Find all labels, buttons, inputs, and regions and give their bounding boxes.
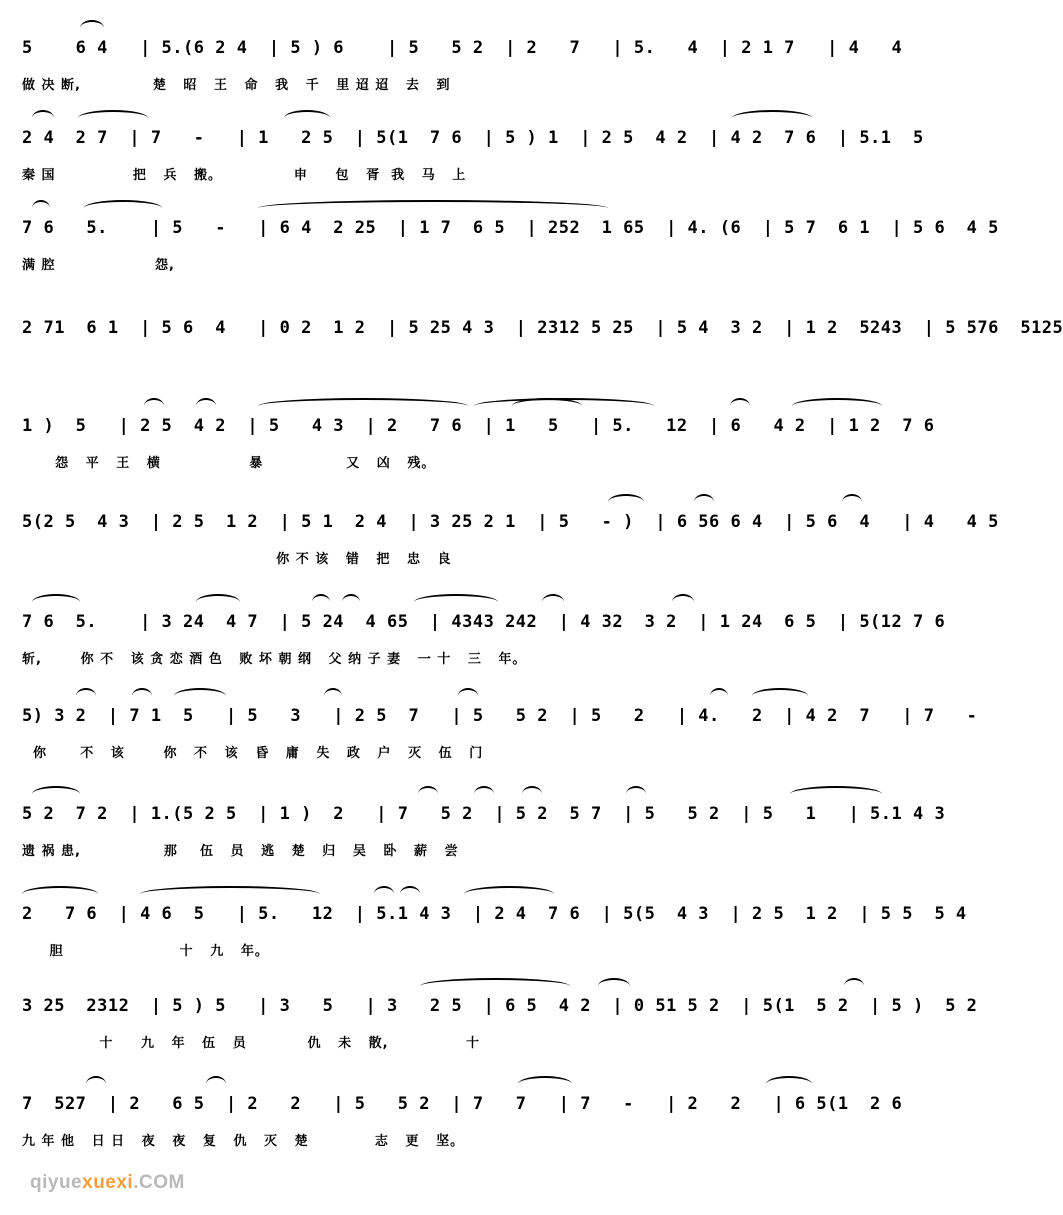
jianpu-notes: 2 71 6 1 | 5 6 4 | 0 2 1 2 | 5 25 4 3 | 2312 5 25 | 5 4 3 2 | 1 2 5243 | 5 576 5125 [22,318,1063,338]
staff-system-2 [22,110,924,190]
staff-system-6 [22,494,999,574]
lyrics-line: 遗 祸 患, 那 伍 员 逃 楚 归 吴 卧 薪 尝 [22,844,459,859]
lyrics-line: 怨 平 王 横 暴 又 凶 残。 [22,456,436,471]
staff-system-4 [22,300,1063,380]
lyrics-line: 斩, 你 不 该 贪 恋 酒 色 败 坏 朝 纲 父 纳 子 妻 一 十 三 年。 [22,652,527,667]
lyrics-line: 秦 国 把 兵 搬。 申 包 胥 我 马 上 [22,168,467,183]
staff-system-11 [22,978,978,1058]
staff-system-5 [22,398,935,478]
lyrics-line: 胆 十 九 年。 [22,944,269,959]
jianpu-notes: 5 6 4 | 5.(6 2 4 | 5 ) 6 | 5 5 2 | 2 7 | 5. 4 | 2 1 7 | 4 4 [22,38,903,58]
lyrics-line: 满 腔 怨, [22,258,175,273]
staff-system-3 [22,200,999,280]
lyrics-line [22,354,882,378]
lyrics-line: 九 年 他 日 日 夜 夜 复 仇 灭 楚 志 更 坚。 [22,1134,465,1149]
lyrics-line: 你 不 该 错 把 忠 良 [22,552,452,567]
jianpu-notes: 5(2 5 4 3 | 2 5 1 2 | 5 1 2 4 | 3 25 2 1 | 5 - ) | 6 56 6 4 | 5 6 4 | 4 4 5 [22,512,999,532]
jianpu-notes: 3 25 2312 | 5 ) 5 | 3 5 | 3 2 5 | 6 5 4 2 | 0 51 5 2 | 5(1 5 2 | 5 ) 5 2 [22,996,978,1016]
jianpu-notes: 5) 3 2 | 7 1 5 | 5 3 | 2 5 7 | 5 5 2 | 5 2 | 4. 2 | 4 2 7 | 7 - [22,706,978,726]
staff-system-1 [22,20,903,100]
jianpu-notes: 2 7 6 | 4 6 5 | 5. 12 | 5.1 4 3 | 2 4 7 6 | 5(5 4 3 | 2 5 1 2 | 5 5 5 4 [22,904,967,924]
staff-system-10 [22,886,967,966]
watermark-suffix: .COM [133,1172,185,1193]
staff-system-12 [22,1076,903,1156]
lyrics-line: 十 九 年 伍 员 仇 未 散, 十 [22,1036,480,1051]
jianpu-notes: 7 6 5. | 5 - | 6 4 2 25 | 1 7 6 5 | 252 1 65 | 4. (6 | 5 7 6 1 | 5 6 4 5 [22,218,999,238]
jianpu-notes: 7 527 | 2 6 5 | 2 2 | 5 5 2 | 7 7 | 7 - | 2 2 | 6 5(1 2 6 [22,1094,903,1114]
staff-system-7 [22,594,946,674]
staff-system-9 [22,786,946,866]
watermark-prefix: qiyue [30,1172,83,1193]
lyrics-line: 做 决 断, 楚 昭 王 命 我 千 里 迢 迢 去 到 [22,78,451,93]
jianpu-notes: 7 6 5. | 3 24 4 7 | 5 24 4 65 | 4343 242 | 4 32 3 2 | 1 24 6 5 | 5(12 7 6 [22,612,946,632]
site-watermark [30,1172,185,1194]
jianpu-notes: 1 ) 5 | 2 5 4 2 | 5 4 3 | 2 7 6 | 1 5 | 5. 12 | 6 4 2 | 1 2 7 6 [22,416,935,436]
watermark-accent: xuexi [82,1172,134,1193]
lyrics-line: 你 不 该 你 不 该 昏 庸 失 政 户 灭 伍 门 [22,746,484,761]
staff-system-8 [22,688,978,768]
jianpu-notes: 2 4 2 7 | 7 - | 1 2 5 | 5(1 7 6 | 5 ) 1 | 2 5 4 2 | 4 2 7 6 | 5.1 5 [22,128,924,148]
jianpu-notes: 5 2 7 2 | 1.(5 2 5 | 1 ) 2 | 7 5 2 | 5 2 5 7 | 5 5 2 | 5 1 | 5.1 4 3 [22,804,946,824]
